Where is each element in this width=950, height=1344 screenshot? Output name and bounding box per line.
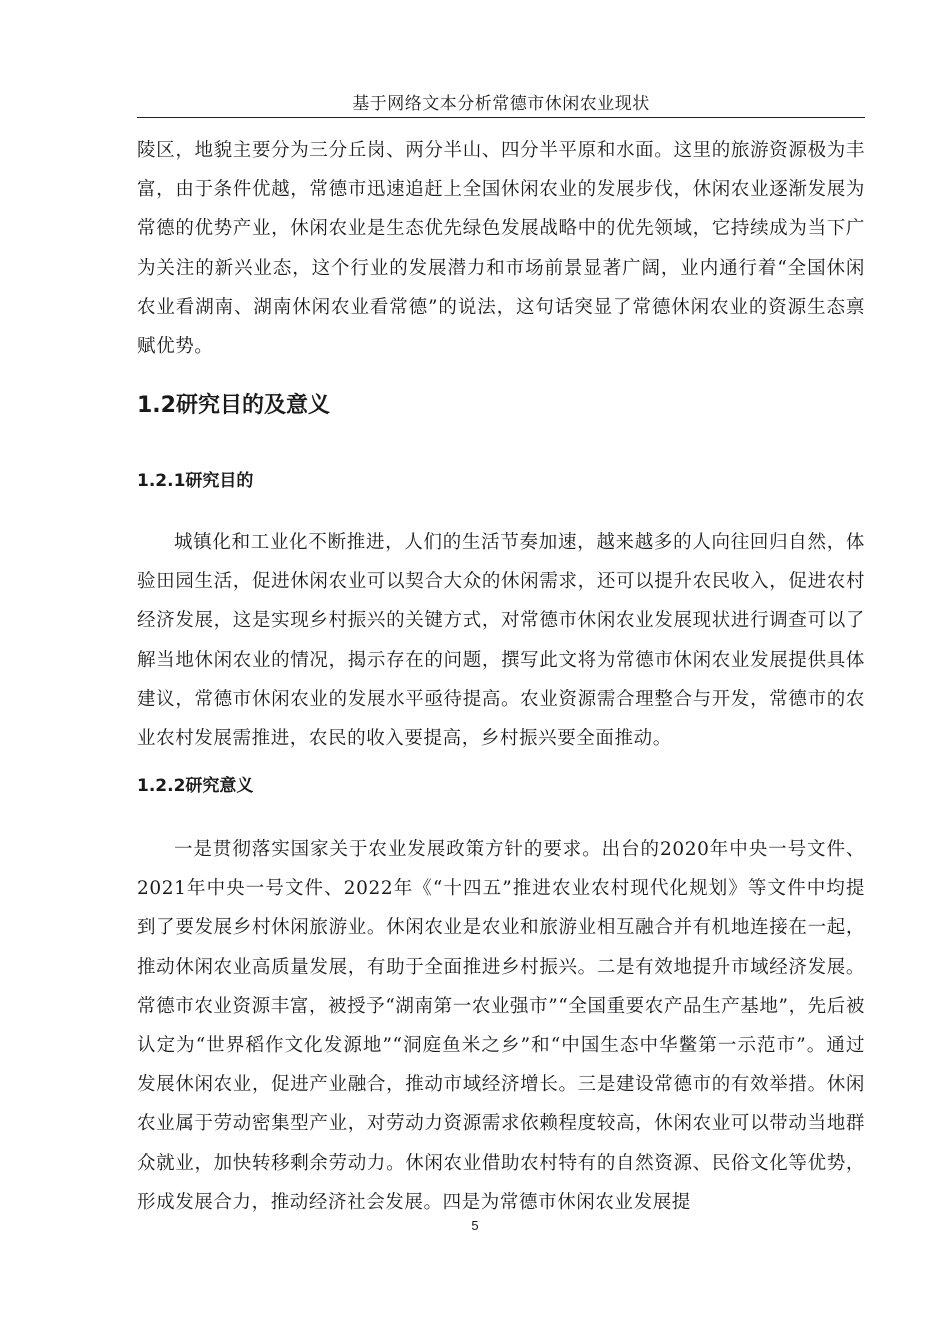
paragraph-significance: [137, 830, 865, 1222]
page-number: 5: [471, 1218, 479, 1233]
header-rule: [137, 117, 865, 118]
subsection-heading-1-2-1: 1.2.1研究目的: [137, 471, 254, 491]
paragraph-purpose: [137, 523, 865, 758]
paragraph-text: 城镇化和工业化不断推进，人们的生活节奏加速，越来越多的人向往回归自然，体验田园生活，促进休闲农业可以契合大众的休闲需求，还可以提升农民收入，促进农村经济发展，这是实现乡村振兴的关键方式，对常德市休闲农业发展现状进行调查可以了解当地休闲农业的情况，揭示存在的问题，撰写此文将为常德市休闲农业发展提供具体建议，常德市休闲农业的发展水平亟待提高。农业资源需合理整合与开发，常德市的农业农村发展需推进，农民的收入要提高，乡村振兴要全面推动。: [137, 532, 865, 750]
paragraph-text: 一是贯彻落实国家关于农业发展政策方针的要求。出台的2020年中央一号文件、2021年中央一号文件、2022年《“十四五”推进农业农村现代化规划》等文件中均提到了要发展乡村休闲旅游业。休闲农业是农业和旅游业相互融合并有机地连接在一起，推动休闲农业高质量发展，有助于全面推进乡村振兴。二是有效地提升市域经济发展。常德市农业资源丰富，被授予“湖南第一农业强市”“全国重要农产品生产基地”，先后被认定为“世界稻作文化发源地”“洞庭鱼米之乡”和“中国生态中华鳖第一示范市”。通过发展休闲农业，促进产业融合，推动市域经济增长。三是建设常德市的有效举措。休闲农业属于劳动密集型产业，对劳动力资源需求依赖程度较高，休闲农业可以带动当地群众就业，加快转移剩余劳动力。休闲农业借助农村特有的自然资源、民俗文化等优势，形成发展合力，推动经济社会发展。四是为常德市休闲农业发展提: [137, 839, 865, 1213]
paragraph-text: 陵区，地貌主要分为三分丘岗、两分半山、四分半平原和水面。这里的旅游资源极为丰富，由于条件优越，常德市迅速追赶上全国休闲农业的发展步伐，休闲农业逐渐发展为常德的优势产业，休闲农业是生态优先绿色发展战略中的优先领域，它持续成为当下广为关注的新兴业态，这个行业的发展潜力和市场前景显著广阔，业内通行着“全国休闲农业看湖南、湖南休闲农业看常德”的说法，这句话突显了常德休闲农业的资源生态禀赋优势。: [137, 140, 865, 358]
subsection-heading-1-2-2: 1.2.2研究意义: [137, 776, 254, 796]
paragraph-intro-continued: [137, 131, 865, 366]
section-heading-1-2: 1.2研究目的及意义: [137, 393, 330, 418]
running-header: 基于网络文本分析常德市休闲农业现状: [352, 94, 650, 114]
